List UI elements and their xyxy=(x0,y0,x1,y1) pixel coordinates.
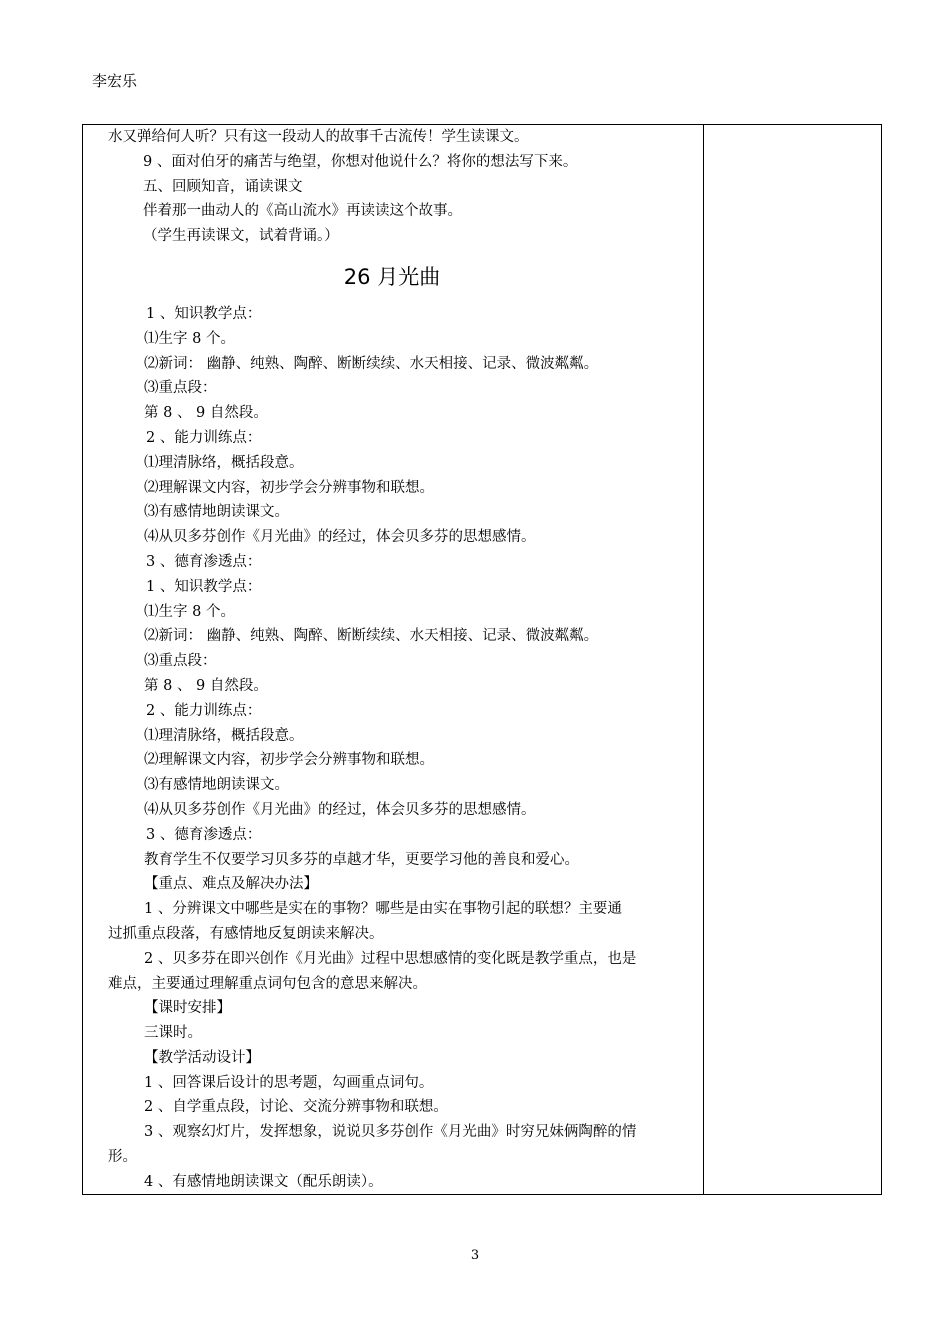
body-line: 形。 xyxy=(108,1149,137,1166)
body-line: 2 、贝多芬在即兴创作《月光曲》过程中思想感情的变化既是教学重点，也是 xyxy=(144,950,637,967)
body-line: 第 8 、 9 自然段。 xyxy=(144,405,268,422)
intro-line: 9 、面对伯牙的痛苦与绝望，你想对他说什么？将你的想法写下来。 xyxy=(143,153,578,170)
intro-line: 水又弹给何人听？只有这一段动人的故事千古流传！学生读课文。 xyxy=(108,129,529,145)
body-line: ⑷从贝多芬创作《月光曲》的经过，体会贝多芬的思想感情。 xyxy=(144,801,536,818)
body-line: 2 、能力训练点： xyxy=(146,702,262,719)
body-line: ⑵理解课文内容，初步学会分辨事物和联想。 xyxy=(144,479,434,496)
body-line: ⑶有感情地朗读课文。 xyxy=(144,777,289,794)
body-line: 难点，主要通过理解重点词句包含的意思来解决。 xyxy=(108,975,427,992)
intro-line: （学生再读课文，试着背诵。） xyxy=(143,228,339,245)
body-line: ⑴生字 8 个。 xyxy=(144,603,235,620)
body-line: 1 、回答课后设计的思考题，勾画重点词句。 xyxy=(144,1074,434,1091)
column-divider xyxy=(703,125,704,1194)
body-line: 第 8 、 9 自然段。 xyxy=(144,677,268,694)
section-heading: 【教学活动设计】 xyxy=(144,1049,260,1066)
body-line: 1 、知识教学点： xyxy=(146,305,262,322)
body-line: ⑶有感情地朗读课文。 xyxy=(144,504,289,521)
intro-line: 伴着那一曲动人的《高山流水》再读读这个故事。 xyxy=(143,203,462,220)
section-heading: 【课时安排】 xyxy=(144,1000,231,1017)
body-line: 3 、观察幻灯片，发挥想象，说说贝多芬创作《月光曲》时穷兄妹俩陶醉的情 xyxy=(144,1124,637,1141)
author-name: 李宏乐 xyxy=(92,72,138,90)
body-line: ⑵理解课文内容，初步学会分辨事物和联想。 xyxy=(144,752,434,769)
section-heading: 【重点、难点及解决办法】 xyxy=(144,876,318,893)
body-line: ⑴理清脉络，概括段意。 xyxy=(144,454,304,471)
body-line: 1 、分辨课文中哪些是实在的事物？哪些是由实在事物引起的联想？主要通 xyxy=(144,901,622,918)
body-line: 3 、德育渗透点： xyxy=(146,826,262,843)
lesson-title: 26 月光曲 xyxy=(343,264,441,289)
body-line: 三课时。 xyxy=(144,1025,202,1042)
main-content-column xyxy=(108,125,698,1195)
body-line: 1 、知识教学点： xyxy=(146,578,262,595)
body-line: 4 、有感情地朗读课文（配乐朗读）。 xyxy=(144,1173,383,1190)
body-line: ⑵新词： 幽静、纯熟、陶醉、断断续续、水天相接、记录、微波粼粼。 xyxy=(144,355,599,372)
lesson-plan-table xyxy=(82,124,882,1195)
body-line: 2 、自学重点段，讨论、交流分辨事物和联想。 xyxy=(144,1099,448,1116)
body-line: 3 、德育渗透点： xyxy=(146,553,262,570)
body-line: 2 、能力训练点： xyxy=(146,429,262,446)
body-line: 过抓重点段落，有感情地反复朗读来解决。 xyxy=(108,925,384,942)
body-line: ⑶重点段： xyxy=(144,653,217,670)
body-line: ⑷从贝多芬创作《月光曲》的经过，体会贝多芬的思想感情。 xyxy=(144,529,536,546)
body-line: ⑴生字 8 个。 xyxy=(144,330,235,347)
body-line: ⑶重点段： xyxy=(144,380,217,397)
page-number: 3 xyxy=(470,1248,480,1263)
body-line: ⑴理清脉络，概括段意。 xyxy=(144,727,304,744)
body-line: ⑵新词： 幽静、纯熟、陶醉、断断续续、水天相接、记录、微波粼粼。 xyxy=(144,628,599,645)
intro-line: 五、回顾知音，诵读课文 xyxy=(143,178,303,195)
body-line: 教育学生不仅要学习贝多芬的卓越才华，更要学习他的善良和爱心。 xyxy=(144,851,579,868)
